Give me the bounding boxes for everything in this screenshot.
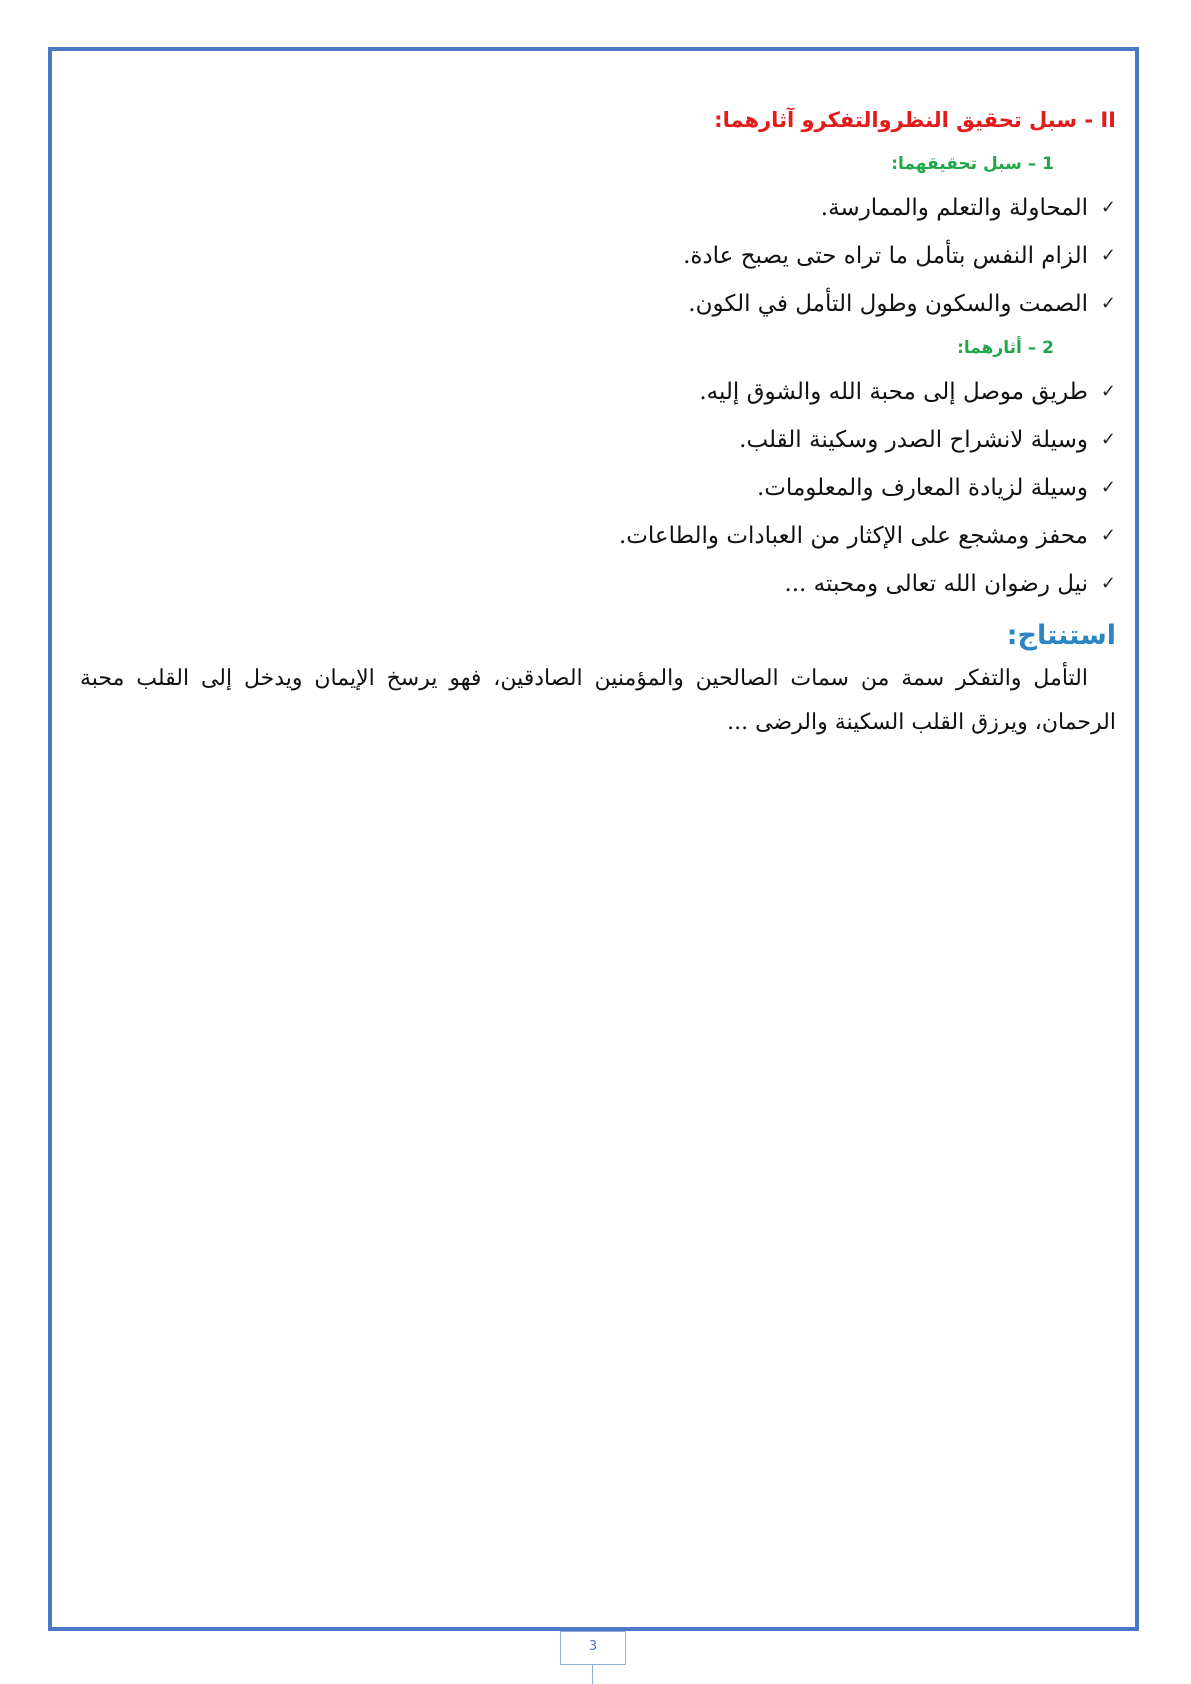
list-item — [80, 512, 1116, 560]
checkmark-icon: ✓ — [1100, 525, 1116, 546]
list-item-text: الزام النفس بتأمل ما تراه حتى يصبح عادة. — [683, 243, 1088, 269]
list-item-text: محفز ومشجع على الإكثار من العبادات والطاعات. — [618, 523, 1088, 549]
checkmark-icon: ✓ — [1100, 197, 1116, 218]
list-item-text: نيل رضوان الله تعالى ومحبته ... — [784, 571, 1088, 597]
checkmark-icon: ✓ — [1100, 293, 1116, 314]
page-number: 3 — [560, 1631, 626, 1665]
section-title-text: - سبل تحقيق النظروالتفكرو آثارهما: — [714, 108, 1094, 132]
list-item — [80, 416, 1116, 464]
page-content — [80, 100, 1116, 745]
list-item-text: طريق موصل إلى محبة الله والشوق إليه. — [699, 379, 1088, 405]
checkmark-icon: ✓ — [1100, 477, 1116, 498]
list-item — [80, 232, 1116, 280]
checkmark-icon: ✓ — [1100, 245, 1116, 266]
list-item — [80, 280, 1116, 328]
checkmark-icon: ✓ — [1100, 381, 1116, 402]
section-title — [80, 108, 1116, 132]
list-item-text: وسيلة لانشراح الصدر وسكينة القلب. — [739, 427, 1088, 453]
checkmark-icon: ✓ — [1100, 429, 1116, 450]
subsection-heading: 2 – أثارهما: — [957, 338, 1054, 358]
list-item-text: الصمت والسكون وطول التأمل في الكون. — [688, 291, 1088, 317]
list-item — [80, 184, 1116, 232]
page-number-tick — [592, 1665, 593, 1684]
list-item-text: وسيلة لزيادة المعارف والمعلومات. — [756, 475, 1088, 501]
subsection-ways — [80, 154, 1116, 328]
section-number: II — [1100, 108, 1116, 132]
subsection-effects — [80, 338, 1116, 608]
list-item-text: المحاولة والتعلم والممارسة. — [820, 195, 1088, 221]
list-item — [80, 464, 1116, 512]
checkmark-icon: ✓ — [1100, 573, 1116, 594]
conclusion-text: التأمل والتفكر سمة من سمات الصالحين والمؤمنين الصادقين، فهو يرسخ الإيمان ويدخل إلى القلب محبة الرحمان، ويرزق القلب السكينة والرضى ... — [80, 666, 1116, 735]
list-item — [80, 368, 1116, 416]
conclusion-title: استنتاج: — [1006, 620, 1116, 651]
subsection-heading: 1 – سبل تحقيقهما: — [891, 154, 1054, 174]
effects-list — [80, 368, 1116, 608]
ways-list — [80, 184, 1116, 328]
list-item — [80, 560, 1116, 608]
